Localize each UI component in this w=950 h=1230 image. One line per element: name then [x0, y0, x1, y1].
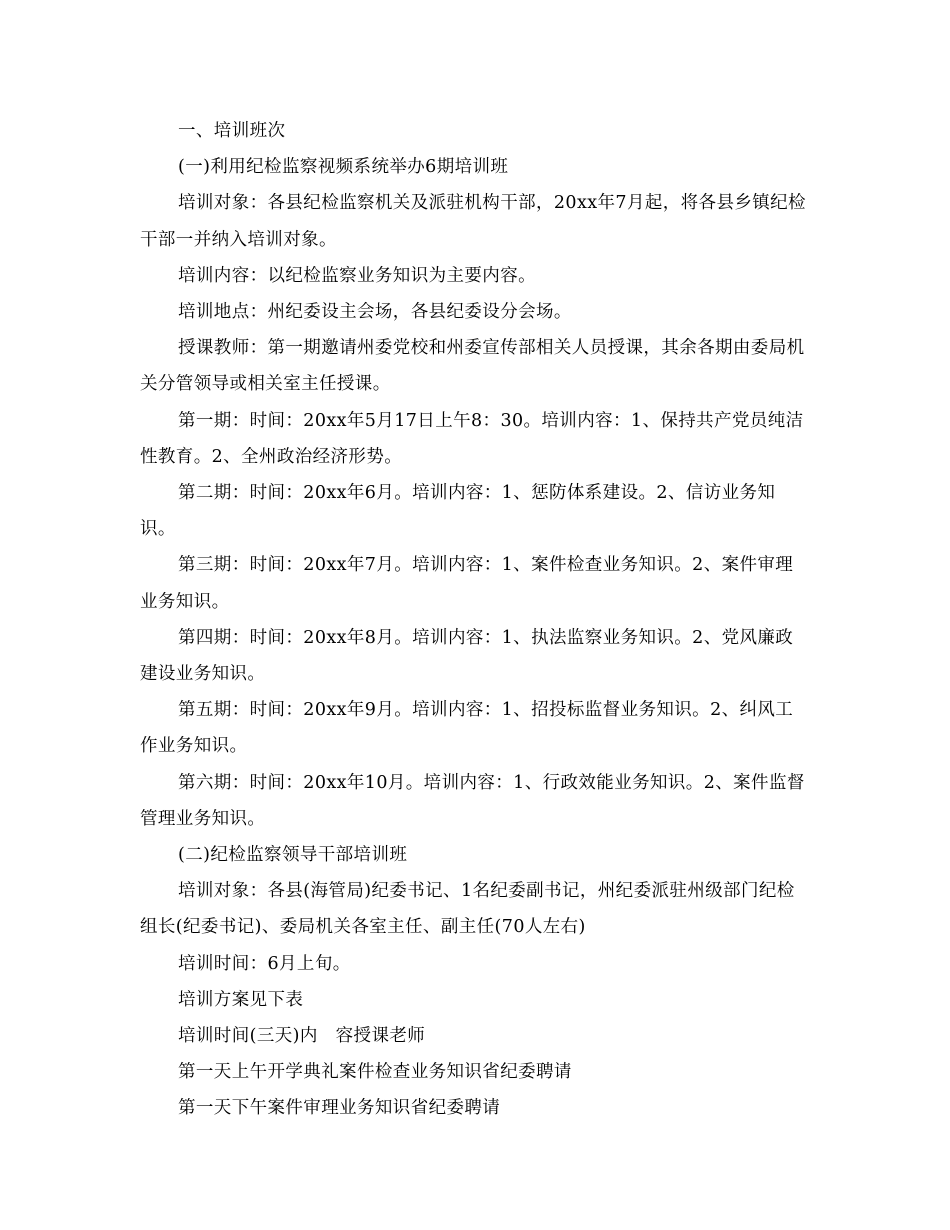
plan-table-header: 培训时间(三天)内 容授课老师	[178, 1026, 426, 1047]
paragraph-leader-target: 培训对象：各县(海管局)纪委书记、1名纪委副书记，州纪委派驻州级部门纪检组长(纪委书记)、委局机关各室主任、副主任(70人左右)	[140, 881, 795, 938]
document-body	[140, 113, 808, 1127]
paragraph-training-target: 培训对象：各县纪检监察机关及派驻机构干部，20xx年7月起，将各县乡镇纪检干部一并纳入培训对象。	[140, 193, 806, 250]
subsection-heading: (一)利用纪检监察视频系统举办6期培训班	[178, 157, 509, 178]
paragraph-session-1: 第一期：时间：20xx年5月17日上午8：30。培训内容：1、保持共产党员纯洁性教育。2、全州政治经济形势。	[140, 410, 804, 467]
plan-row-day1-pm: 第一天下午案件审理业务知识省纪委聘请	[178, 1098, 501, 1119]
paragraph-session-4: 第四期：时间：20xx年8月。培训内容：1、执法监察业务知识。2、党风廉政建设业务知识。	[140, 627, 794, 685]
paragraph-session-5: 第五期：时间：20xx年9月。培训内容：1、招投标监督业务知识。2、纠风工作业务知识。	[140, 700, 794, 757]
paragraph-leader-time: 培训时间：6月上旬。	[178, 953, 351, 974]
paragraph-teachers: 授课教师：第一期邀请州委党校和州委宣传部相关人员授课，其余各期由委局机关分管领导或相关室主任授课。	[140, 338, 805, 395]
paragraph-session-6: 第六期：时间：20xx年10月。培训内容：1、行政效能业务知识。2、案件监督管理业务知识。	[140, 772, 805, 829]
section-heading: 一、培训班次	[178, 121, 286, 141]
paragraph-training-location: 培训地点：州纪委设主会场，各县纪委设分会场。	[178, 302, 572, 323]
plan-row-day1-am: 第一天上午开学典礼案件检查业务知识省纪委聘请	[178, 1062, 572, 1083]
paragraph-session-3: 第三期：时间：20xx年7月。培训内容：1、案件检查业务知识。2、案件审理业务知识。	[140, 555, 794, 612]
paragraph-training-content: 培训内容：以纪检监察业务知识为主要内容。	[178, 265, 536, 286]
subsection-heading-2: (二)纪检监察领导干部培训班	[178, 845, 408, 866]
paragraph-plan-note: 培训方案见下表	[178, 989, 304, 1010]
paragraph-session-2: 第二期：时间：20xx年6月。培训内容：1、惩防体系建设。2、信访业务知识。	[140, 483, 776, 540]
